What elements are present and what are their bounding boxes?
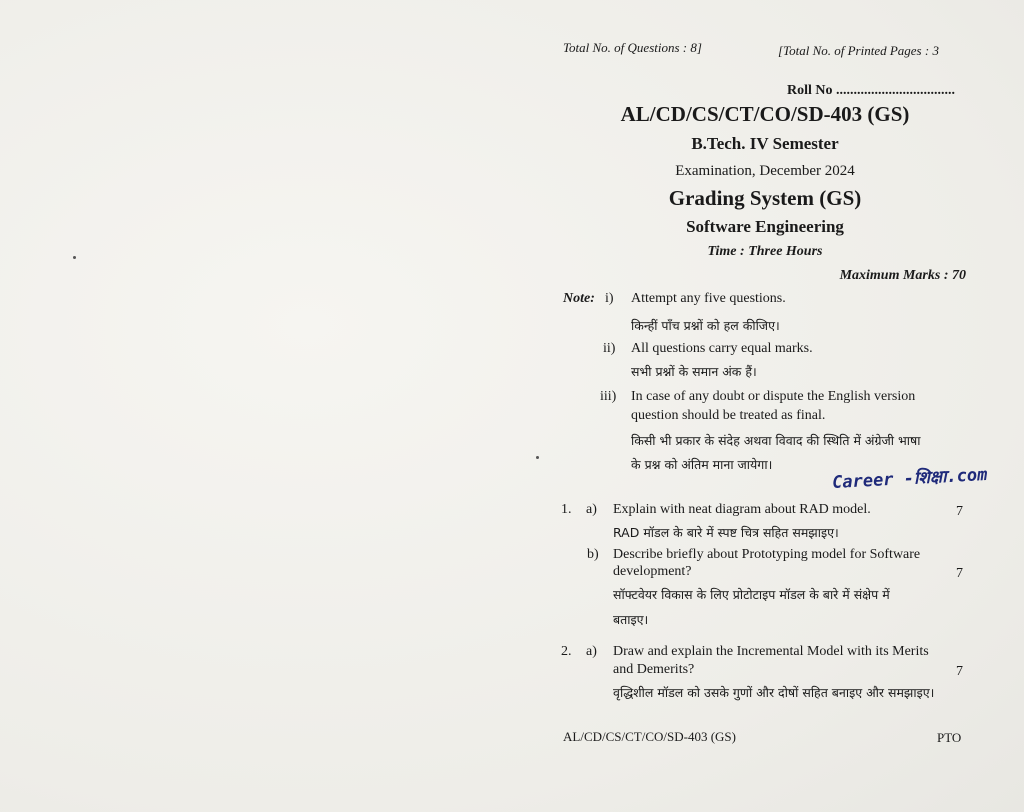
total-questions: Total No. of Questions : 8] [563,40,702,55]
question-2a-hi: वृद्धिशील मॉडल को उसके गुणों और दोषों सहित बनाइए और समझाइए। [613,685,935,700]
question-2a-en-line2: and Demerits? [613,662,695,677]
note-2-en: All questions carry equal marks. [631,341,813,356]
question-2a-marks: 7 [956,664,963,679]
question-1a-hi: RAD मॉडल के बारे में स्पष्ट चित्र सहित समझाइए। [613,525,839,540]
roll-no: Roll No .................................. [787,83,955,98]
note-1-en: Attempt any five questions. [631,291,786,306]
question-1a-marks: 7 [956,504,963,519]
watermark-logo: Career -शिक्षा.com [831,464,988,494]
question-1b-marks: 7 [956,566,963,581]
note-num-3: iii) [600,389,617,404]
note-num-2: ii) [603,341,616,356]
question-2a-label: a) [586,644,597,659]
question-1a-en: Explain with neat diagram about RAD model. [613,502,871,517]
question-1-number: 1. [561,502,572,517]
question-1b-hi-line2: बताइए। [613,612,649,627]
total-pages: [Total No. of Printed Pages : 3 [778,43,939,58]
question-1b-en-line1: Describe briefly about Prototyping model for Software [613,547,921,562]
note-3-hi-line1: किसी भी प्रकार के संदेह अथवा विवाद की स्थिति में अंग्रेजी भाषा [631,433,921,448]
note-2-hi: सभी प्रश्नों के समान अंक हैं। [631,364,757,379]
note-1-hi: किन्हीं पाँच प्रश्नों को हल कीजिए। [631,318,780,333]
note-3-hi-line2: के प्रश्न को अंतिम माना जायेगा। [631,457,773,472]
question-1b-en-line2: development? [613,564,692,579]
question-1a-label: a) [586,502,597,517]
grading-system: Grading System (GS) [668,186,862,210]
paper-code: AL/CD/CS/CT/CO/SD-403 (GS) [620,102,910,126]
question-1b-label: b) [587,547,599,562]
degree: B.Tech. IV Semester [691,134,839,153]
maximum-marks: Maximum Marks : 70 [839,268,966,283]
scan-speck [73,256,76,259]
question-1b-hi-line1: सॉफ्टवेयर विकास के लिए प्रोटोटाइप मॉडल के बारे में संक्षेप में [613,587,890,602]
scan-speck [536,456,539,459]
footer-paper-code: AL/CD/CS/CT/CO/SD-403 (GS) [563,729,736,744]
exam-session: Examination, December 2024 [675,163,855,179]
note-3-en-line1: In case of any doubt or dispute the English version [631,389,916,404]
note-num-1: i) [605,291,614,306]
question-2-number: 2. [561,644,572,659]
note-3-en-line2: question should be treated as final. [631,408,826,423]
time-allowed: Time : Three Hours [707,244,823,259]
subject-title: Software Engineering [686,217,844,236]
question-2a-en-line1: Draw and explain the Incremental Model with its Merits [613,644,929,659]
note-label: Note: [563,291,595,306]
footer-pto: PTO [937,730,962,745]
